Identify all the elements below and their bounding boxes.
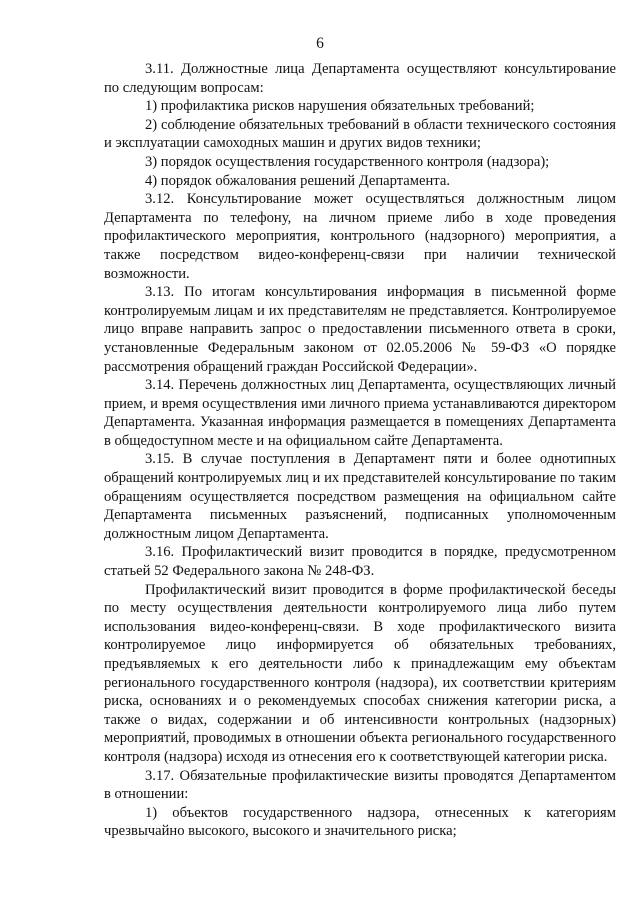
paragraph-3-14: 3.14. Перечень должностных лиц Департамента, осуществляющих личный прием, и время осуществления ими личного приема устанавливаются директором Департамента. Указанная информация размещается в помещениях Департамента в общедоступном месте и на официальном сайте Департамента.: [104, 377, 616, 449]
paragraph-3-12: 3.12. Консультирование может осуществляться должностным лицом Департамента по телефону, на личном приеме либо в ходе проведения профилактического мероприятия, контрольного (надзорного) мероприятия, а также посредством видео-конференц-связи при наличии технической возможности.: [104, 191, 616, 282]
list-item-3-17-1: 1) объектов государственного надзора, отнесенных к категориям чрезвычайно высокого, высокого и значительного риска;: [104, 804, 616, 840]
list-item-4: 4) порядок обжалования решений Департамента.: [145, 172, 450, 189]
list-item-1: 1) профилактика рисков нарушения обязательных требований;: [145, 98, 535, 115]
page-number: 6: [316, 35, 324, 52]
paragraph-3-16: 3.16. Профилактический визит проводится в порядке, предусмотренном статьей 52 Федерального закона № 248-ФЗ.: [104, 544, 616, 580]
list-item-2: 2) соблюдение обязательных требований в области технического состояния и эксплуатации самоходных машин и других видов техники;: [104, 116, 616, 152]
paragraph-3-15: 3.15. В случае поступления в Департамент пяти и более однотипных обращений контролируемых лиц и их представителей консультирование по таким обращениям осуществляется посредством размещения на официальном сайте Департамента письменных разъяснений, подписанных уполномоченным должностным лицом Департамента.: [104, 451, 616, 542]
document-body: [104, 60, 616, 841]
paragraph-3-13: 3.13. По итогам консультирования информация в письменной форме контролируемым лицам и их представителям не представляется. Контролируемое лицо вправе направить запрос о предоставлении письменного ответа в сроки, установленные Федеральным законом от 02.05.2006 № 59-ФЗ «О порядке рассмотрения обращений граждан Российской Федерации».: [104, 284, 616, 375]
paragraph-3-17: 3.17. Обязательные профилактические визиты проводятся Департаментом в отношении:: [104, 767, 616, 803]
paragraph-preventive-visit: Профилактический визит проводится в форме профилактической беседы по месту осуществления деятельности контролируемого лица либо путем использования видео-конференц-связи. В ходе профилактического визита контролируемое лицо информируется об обязательных требованиях, предъявляемых к его деятельности либо к принадлежащим ему объектам регионального государственного контроля (надзора), их соответствии критериям риска, основаниях и о рекомендуемых способах снижения категории риска, а также о видах, содержании и об интенсивности контрольных (надзорных) мероприятий, проводимых в отношении объекта регионального государственного контроля (надзора) исходя из отнесения его к соответствующей категории риска.: [104, 581, 616, 765]
paragraph-3-11: 3.11. Должностные лица Департамента осуществляют консультирование по следующим вопросам:: [104, 61, 616, 96]
list-item-3: 3) порядок осуществления государственного контроля (надзора);: [145, 153, 550, 170]
